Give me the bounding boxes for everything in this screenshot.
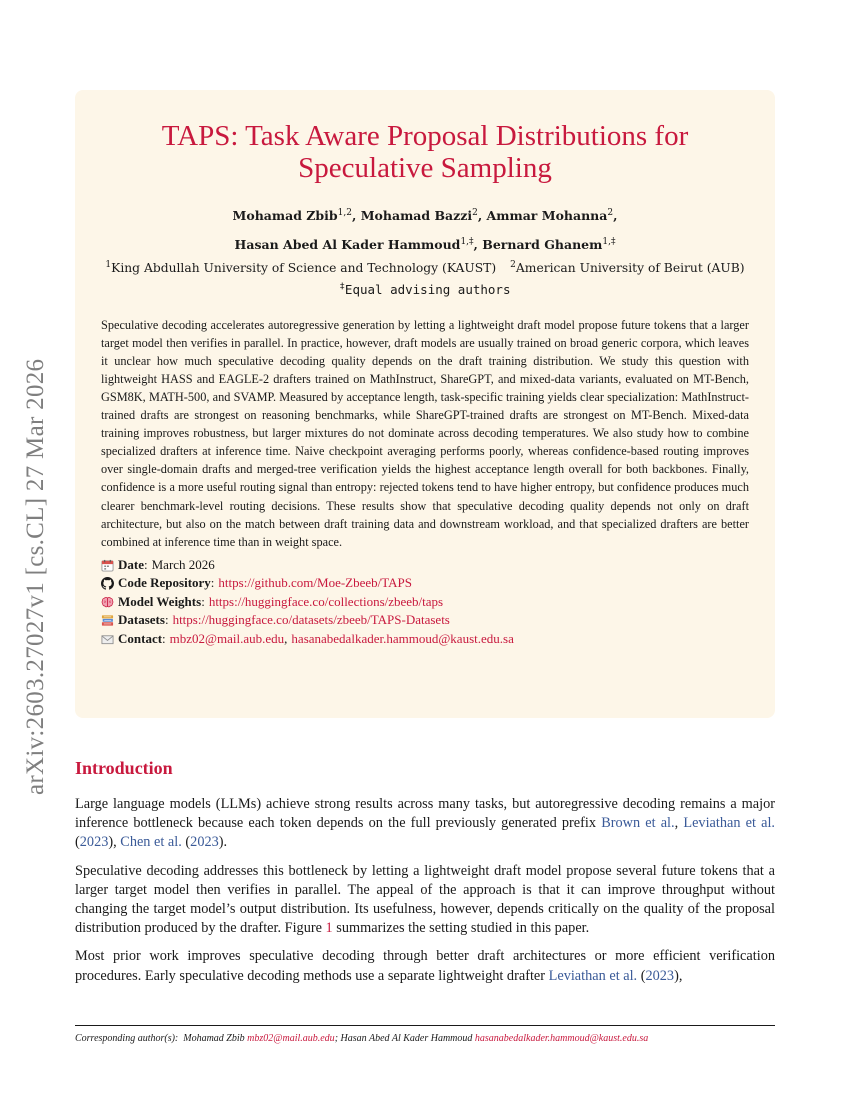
introduction-body xyxy=(75,795,775,995)
paragraph: Large language models (LLMs) achieve strong results across many tasks, but autoregressive decoding remains a major inference bottleneck because each token depends on the full previously generated prefix Brown et al., Leviathan et al. (2023), Chen et al. (2023). xyxy=(75,796,776,851)
paragraph xyxy=(75,862,775,939)
author-name: Hasan Abed Al Kader Hammoud xyxy=(234,237,461,253)
date-label: Date xyxy=(118,556,144,572)
citation-year-link[interactable]: 2023 xyxy=(190,834,219,851)
footer-email-2[interactable]: hasanabedalkader.hammoud@kaust.edu.sa xyxy=(474,1033,649,1044)
author-name: Bernard Ghanem xyxy=(482,237,603,253)
author-affil-mark: 2 xyxy=(472,208,478,218)
author-name: Mohamad Bazzi xyxy=(360,208,473,224)
title-block xyxy=(75,90,775,718)
footer-label: Corresponding author(s): xyxy=(75,1033,179,1044)
datasets-label: Datasets xyxy=(118,612,165,628)
paragraph-text: Large language models (LLMs) achieve strong results across many tasks, but autoregressive decoding remains a major inference bottleneck because each token depends on the full previously generated prefix xyxy=(75,796,775,832)
author-affil-mark: 2 xyxy=(607,208,614,218)
contact-email-link[interactable]: mbz02@mail.aub.edu xyxy=(169,630,285,646)
equal-advising-mark: ‡ xyxy=(339,282,345,293)
datasets-row: Datasets : https://huggingface.co/datasets/zbeeb/TAPS-Datasets xyxy=(101,611,749,630)
affiliation-aub: American University of Beirut (AUB) xyxy=(515,261,745,276)
contact-label: Contact xyxy=(118,630,163,646)
citation-link[interactable]: Leviathan et al. xyxy=(548,967,638,984)
weights-row: Model Weights : https://huggingface.co/collections/zbeeb/taps xyxy=(101,593,749,612)
footer-email-1[interactable]: mbz02@mail.aub.edu xyxy=(247,1033,335,1044)
citation-year-link[interactable]: 2023 xyxy=(645,967,675,984)
envelope-icon xyxy=(101,633,114,646)
citation-link[interactable]: Chen et al. xyxy=(120,834,182,851)
affiliation-number: 1 xyxy=(105,260,112,271)
paragraph-text: Most prior work improves speculative decoding through better draft architectures or more efficient verification procedures. Early speculative decoding methods use a separate lightweight drafter xyxy=(75,948,775,984)
equal-advising-note xyxy=(101,282,749,297)
model-weights-link[interactable]: https://huggingface.co/collections/zbeeb/taps xyxy=(208,593,444,609)
calendar-icon xyxy=(101,559,114,572)
author-list: Mohamad Zbib$^{1,2}$, Mohamad Bazzi$^2$, Ammar Mohanna$^2$, Hasan Abed Al Kader Hammoud$^{1,\ddagger}$, Bernard Ghanem$^{1,\ddagger}$ xyxy=(232,208,618,253)
contact-email-link[interactable]: hasanabedalkader.hammoud@kaust.edu.sa xyxy=(291,630,514,646)
github-icon xyxy=(101,577,114,590)
abstract: Speculative decoding accelerates autoregressive generation by letting a lightweight draft model propose future tokens that a larger target model then verifies in parallel. In practice, however, draft models are usually trained on broad generic corpora, which leaves it unclear how much speculative decoding quality depends on the draft training distribution. We study this question with lightweight HASS and EAGLE-2 drafters trained on MathInstruct, ShareGPT, and mixed-data variants, evaluated on MT-Bench, GSM8K, MATH-500, and SVAMP. Measured by acceptance length, task-specific training yields clear specialization: MathInstruct-trained drafts are strongest on reasoning benchmarks, while ShareGPT-trained drafts are strongest on MT-Bench. Mixed-data training improves robustness, but larger mixtures do not dominate across decoding temperatures. We also study how to combine specialized drafters at inference time. Naive checkpoint averaging performs poorly, whereas confidence-based routing improves over single-domain drafts and merged-tree verification yields the highest acceptance length overall for both backbones. Finally, confidence is a more useful routing signal than entropy: rejected tokens tend to have higher entropy, but confidence produces much clearer benchmark-level routing decisions. These results show that speculative decoding quality depends not only on draft architecture, but also on the match between draft training data and downstream workload, and that specialized drafters are better combined at inference time than in weight space. xyxy=(101,317,749,549)
section-heading-introduction: Introduction xyxy=(75,758,173,778)
code-row: Code Repository : https://github.com/Moe-Zbeeb/TAPS xyxy=(101,574,749,593)
affiliation-kaust: King Abdullah University of Science and Technology (KAUST) xyxy=(111,261,497,276)
code-label: Code Repository xyxy=(118,575,211,591)
citation-link[interactable]: Leviathan et al. xyxy=(683,815,776,832)
corresponding-authors-footer: Corresponding author(s): Mohamad Zbib mbz02@mail.aub.edu; Hasan Abed Al Kader Hammoud hasanabedalkader.hammoud@kaust.edu.sa xyxy=(75,1033,649,1044)
date-row: Date : March 2026 xyxy=(101,556,749,575)
paragraph: Most prior work improves speculative decoding through better draft architectures or more efficient verification procedures. Early speculative decoding methods use a separate lightweight drafter Leviathan et al. (2023), xyxy=(75,948,775,984)
arxiv-identifier: arXiv:2603.27027v1 [cs.CL] 27 Mar 2026 xyxy=(22,358,49,795)
author-affil-mark: 1,‡ xyxy=(460,237,474,248)
paragraph-text: summarizes the setting studied in this paper. xyxy=(332,920,590,937)
paper-metadata xyxy=(101,556,749,649)
affiliations xyxy=(101,260,749,275)
affiliation-number: 2 xyxy=(510,260,516,271)
citation-link[interactable]: Brown et al. xyxy=(601,815,675,832)
paragraph-text: Speculative decoding addresses this bottleneck by letting a lightweight draft model propose several future tokens that a larger target model then verifies in parallel. The appeal of the approach is that it can improve throughput without changing the target model’s output distribution. Its usefulness, however, depends critically on the quality of the proposal distribution produced by the drafter. Figure xyxy=(75,862,775,937)
author-affil-mark: 1,2 xyxy=(337,208,352,218)
footer-author-2: Hasan Abed Al Kader Hammoud xyxy=(340,1033,473,1044)
contact-row: Contact : mbz02@mail.aub.edu , hasanabedalkader.hammoud@kaust.edu.sa xyxy=(101,630,749,649)
brain-icon xyxy=(101,596,114,609)
weights-label: Model Weights xyxy=(118,593,202,609)
citation-year-link[interactable]: 2023 xyxy=(79,834,109,851)
title-line-1: TAPS: Task Aware Proposal Distributions for xyxy=(161,120,689,152)
title-line-2: Speculative Sampling xyxy=(298,152,552,184)
datasets-link[interactable]: https://huggingface.co/datasets/zbeeb/TAPS-Datasets xyxy=(172,612,450,628)
author-name: Mohamad Zbib xyxy=(232,208,338,224)
paper-title xyxy=(101,120,749,184)
code-repository-link[interactable]: https://github.com/Moe-Zbeeb/TAPS xyxy=(218,575,413,591)
books-icon xyxy=(101,614,114,627)
author-name: Ammar Mohanna xyxy=(486,208,608,224)
footer-author-1: Mohamad Zbib xyxy=(183,1033,245,1044)
footer-rule xyxy=(75,1025,775,1026)
equal-advising-text: Equal advising authors xyxy=(344,282,511,298)
figure-reference-link[interactable]: 1 xyxy=(325,920,333,937)
date-value: March 2026 xyxy=(151,556,215,572)
author-affil-mark: 1,‡ xyxy=(602,237,616,248)
